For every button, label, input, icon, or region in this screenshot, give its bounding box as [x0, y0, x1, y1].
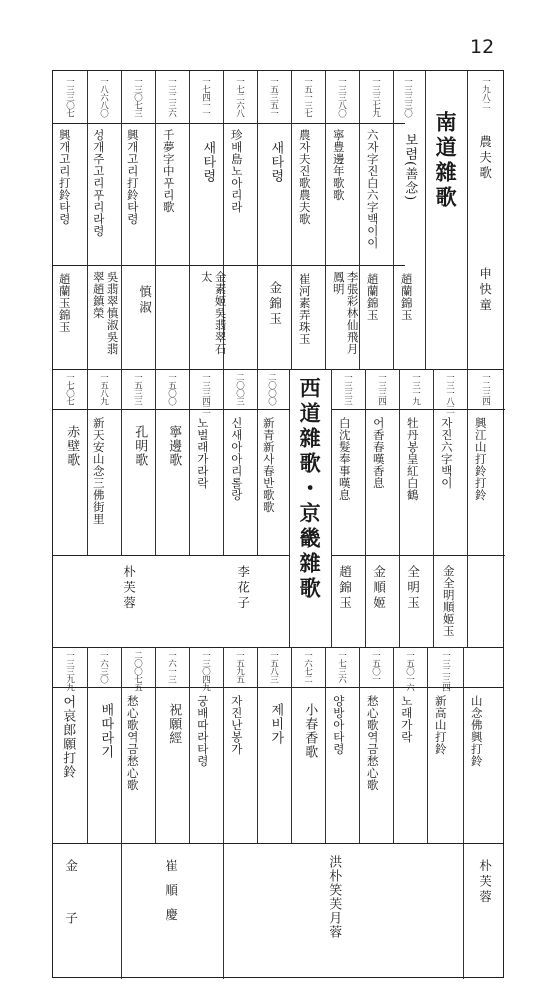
- song-number: 一六一三: [166, 651, 177, 683]
- song-title: 牡丹봉皇紅白鶴: [405, 417, 420, 501]
- song-title: 성개주고리푸리라령: [91, 129, 106, 237]
- song-number: 一五三五一: [268, 77, 279, 117]
- song-title: 興개고리打鈴타령: [125, 129, 140, 225]
- singer-name: 洪朴笑芙月蓉: [326, 855, 342, 939]
- song-number: 一五九五: [234, 651, 245, 683]
- song-number: 二〇〇〇: [266, 373, 277, 405]
- song-number: 一九八二: [480, 77, 491, 109]
- song-title: 신새아아리롤랑: [229, 417, 244, 501]
- song-number: 一三三四三: [200, 373, 211, 413]
- song-title: 寧豊邊年歌歌: [331, 129, 346, 201]
- song-number: 一三二三四: [440, 651, 451, 691]
- top-band: [53, 71, 503, 369]
- song-number: 一三二三六: [166, 77, 177, 117]
- song-title: 노래가락: [399, 695, 414, 743]
- song-title: 千夢字中푸리歌: [161, 129, 176, 213]
- song-number: 一三三八〇: [336, 77, 347, 117]
- singer-name: 金子: [63, 859, 79, 964]
- song-title: 제비가: [268, 703, 284, 745]
- song-number: 一三三三: [342, 373, 353, 405]
- song-number: 一二三四: [480, 373, 491, 405]
- song-number: 一五〇一六: [404, 651, 415, 691]
- singer-name: 朴芙蓉: [477, 859, 493, 906]
- singer-name: 崔順慶: [163, 859, 179, 933]
- song-title: 자진六字백이: [439, 417, 454, 489]
- singer-name: 趙蘭玉錦玉: [57, 273, 72, 333]
- song-title: 자진난봉가: [229, 695, 244, 755]
- song-number: 一六三〇: [98, 651, 109, 683]
- middle-band: [53, 369, 503, 647]
- song-title: 興개고리打鈴타령: [57, 129, 72, 225]
- song-title: 新青新사春반歌歌: [261, 417, 276, 513]
- song-title: 愁心歌역금愁心歌: [125, 695, 140, 791]
- song-number: 一七〇七: [64, 373, 75, 405]
- singer-name: 金素姬吳翡翠石太: [199, 271, 228, 355]
- song-number: 一五八九: [98, 373, 109, 405]
- song-number: 一五三三: [132, 373, 143, 405]
- song-title: 궁배따라타령: [195, 695, 210, 767]
- song-number: 一五八三: [268, 651, 279, 683]
- song-title: 배따라기: [98, 703, 114, 759]
- song-number: 一三〇四九: [200, 651, 211, 691]
- section-title-namdo: 南道雜歌: [433, 111, 459, 211]
- song-number: 一三一八三: [444, 373, 455, 413]
- singer-name: 金錦玉: [267, 281, 283, 328]
- song-title: 어香春嘆香息: [371, 417, 386, 489]
- singer-name: 趙錦玉: [337, 565, 353, 612]
- page-number: 12: [470, 36, 495, 58]
- singer-group-name: 李花子: [235, 565, 251, 612]
- section-title-seodo-gyeonggi: 西道雜歌・京畿雜歌: [297, 377, 323, 602]
- song-number: 一七二六八: [234, 77, 245, 117]
- song-title: 寧邊歌: [166, 425, 182, 467]
- song-title: 新天安山念三佛街里: [91, 417, 106, 525]
- song-title: 어哀郎願打鈴: [60, 695, 76, 779]
- song-number: 一五一三七: [302, 77, 313, 117]
- song-title: 새타령: [268, 141, 284, 183]
- song-title: 農자夫진歌農夫歌: [297, 129, 312, 225]
- singer-name: 全明玉: [405, 565, 421, 612]
- song-number: 一六七二: [302, 651, 313, 683]
- song-title: 孔明歌: [132, 425, 148, 467]
- song-title: 愁心歌역금愁心歌: [365, 695, 380, 791]
- song-number: 一三三〇七: [64, 77, 75, 117]
- singer-name: 金順姬: [371, 565, 387, 612]
- singer-name: 李張彩林仙飛月鳳明: [331, 271, 360, 355]
- singer-name: 金全明順姬玉: [441, 565, 456, 637]
- bottom-band: [53, 647, 503, 979]
- song-number: 一三三三〇: [402, 77, 413, 117]
- song-title: 珍배島노아리라: [229, 129, 244, 213]
- song-title: 興江山打鈴打鈴: [473, 417, 488, 501]
- song-title: 赤壁歌: [64, 425, 80, 467]
- song-number: 一三三七九: [370, 77, 381, 117]
- singer-name: 慎淑: [137, 285, 153, 316]
- song-title: 노벌래가라락: [195, 417, 210, 489]
- song-number: 一三三四: [376, 373, 387, 405]
- song-title: 祝願經: [166, 703, 182, 745]
- singer-name: 崔河素弄珠玉: [297, 273, 312, 345]
- song-number: 一五〇一: [370, 651, 381, 683]
- song-title: 山念佛興打鈴: [469, 695, 484, 767]
- song-title: 白沈髮奉事嘆息: [337, 417, 352, 501]
- song-title: 小春香歌: [302, 703, 318, 759]
- song-title: 양방아타령: [331, 695, 346, 755]
- song-number: 一八六八〇: [98, 77, 109, 117]
- song-title: 農夫歌: [477, 135, 493, 182]
- singer-name: 申快童: [477, 267, 493, 314]
- song-number: 二〇〇七五: [132, 651, 143, 691]
- song-number: 一五〇〇: [166, 373, 177, 405]
- singer-group-name: 朴芙蓉: [121, 565, 137, 612]
- song-number: 一七四一一: [200, 77, 211, 117]
- song-title: 新高山打鈴: [433, 695, 448, 755]
- singer-name: 吳翡翠慎淑吳翡翠趙鎮榮: [91, 271, 120, 355]
- song-number: 一三〇七三: [132, 77, 143, 117]
- song-title: 六자字진白六字백이이: [365, 129, 380, 249]
- song-title: 새타령: [200, 141, 216, 183]
- song-index-frame: [52, 70, 504, 978]
- song-title: 보렴(善念): [402, 133, 418, 202]
- song-number: 一三一九: [410, 373, 421, 405]
- song-number: 一七三六: [336, 651, 347, 683]
- singer-name: 趙蘭錦玉: [365, 273, 380, 321]
- singer-name: 趙蘭錦玉: [399, 273, 414, 321]
- song-number: 一三三九九: [64, 651, 75, 691]
- song-number: 二〇〇三: [234, 373, 245, 405]
